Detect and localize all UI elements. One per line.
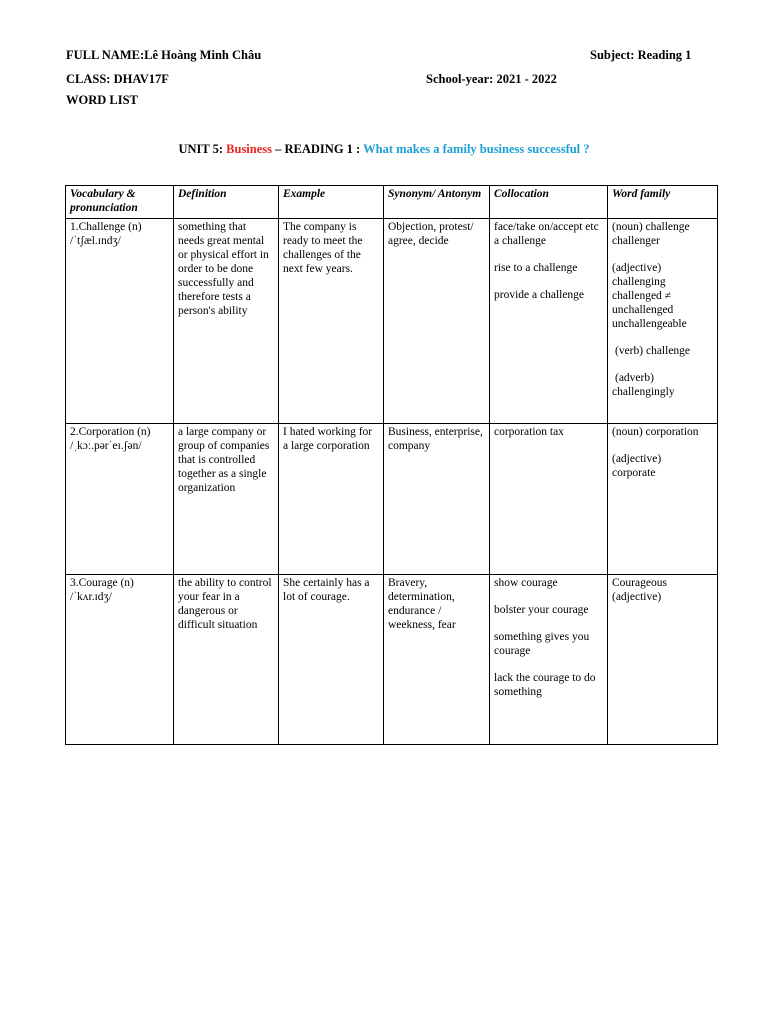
definition-cell: something that needs great mental or physical effort in order to be done successfully and therefore tests a person's ability: [174, 219, 279, 424]
vocab-cell: [66, 575, 174, 745]
vocab-cell: [66, 424, 174, 575]
word-family-item: Courageous: [612, 577, 667, 589]
collocation-item: corporation tax: [494, 426, 564, 438]
collocation-item: bolster your courage: [494, 604, 589, 616]
synonym-cell: Objection, protest/ agree, decide: [384, 219, 490, 424]
word-family-item: challenged ≠: [612, 290, 671, 302]
synonym-cell: Business, enterprise, company: [384, 424, 490, 575]
word-family-cell: [608, 424, 718, 575]
collocation-cell: [490, 575, 608, 745]
collocation-item: show courage: [494, 577, 558, 589]
vocab-ipa: /ˈkʌr.ɪdʒ/: [70, 591, 112, 603]
vocab-word: 3.Courage (n): [70, 577, 134, 589]
unit-topic: Business: [226, 142, 273, 156]
table-header-row: [66, 186, 718, 219]
subject: Subject: Reading 1: [590, 48, 692, 62]
example-cell: The company is ready to meet the challenges of the next few years.: [279, 219, 384, 424]
collocation-item: lack the courage to do something: [494, 672, 596, 698]
header-vocabulary: Vocabulary & pronunciation: [66, 186, 174, 219]
vocab-word: 2.Corporation (n): [70, 426, 151, 438]
word-family-item: (adjective): [612, 591, 662, 603]
word-family-item: challengingly: [612, 386, 675, 398]
vocab-ipa: /ˌkɔː.pərˈeɪ.ʃən/: [70, 440, 142, 452]
table-row: [66, 424, 718, 575]
unit-question: What makes a family business successful ?: [363, 142, 590, 156]
word-family-item: (noun) corporation: [612, 426, 699, 438]
word-family-item: (adjective): [612, 453, 662, 465]
unit-prefix: UNIT 5:: [178, 142, 227, 156]
collocation-cell: [490, 424, 608, 575]
header-example: Example: [279, 186, 384, 219]
word-family-item: unchallengeable: [612, 318, 687, 330]
table-row: [66, 219, 718, 424]
table-row: [66, 575, 718, 745]
word-family-item: challenger: [612, 235, 660, 247]
definition-cell: a large company or group of companies that is controlled together as a single organization: [174, 424, 279, 575]
word-family-cell: [608, 219, 718, 424]
word-family-cell: [608, 575, 718, 745]
vocab-word: 1.Challenge (n): [70, 221, 142, 233]
collocation-item: provide a challenge: [494, 289, 585, 301]
class-line: CLASS: DHAV17F: [66, 72, 169, 86]
example-cell: I hated working for a large corporation: [279, 424, 384, 575]
word-family-item: (adjective): [612, 262, 662, 274]
unit-separator: – READING 1 :: [272, 142, 364, 156]
word-family-item: corporate: [612, 467, 656, 479]
vocab-ipa: /ˈtʃæl.ɪndʒ/: [70, 235, 121, 247]
definition-cell: the ability to control your fear in a dangerous or difficult situation: [174, 575, 279, 745]
collocation-item: face/take on/accept etc a challenge: [494, 221, 599, 247]
header-synonym: Synonym/ Antonym: [384, 186, 490, 219]
word-list-heading: WORD LIST: [66, 93, 138, 107]
word-family-item: challenging: [612, 276, 666, 288]
word-family-item: (noun) challenge: [612, 221, 690, 233]
synonym-cell: Bravery, determination, endurance / weekness, fear: [384, 575, 490, 745]
vocabulary-table: [65, 185, 718, 745]
word-family-item: (verb) challenge: [615, 345, 691, 357]
header-definition: Definition: [174, 186, 279, 219]
collocation-item: rise to a challenge: [494, 262, 578, 274]
collocation-cell: [490, 219, 608, 424]
header-word-family: Word family: [608, 186, 718, 219]
header-collocation: Collocation: [490, 186, 608, 219]
vocab-cell: [66, 219, 174, 424]
school-year: School-year: 2021 - 2022: [426, 72, 557, 86]
word-family-item: unchallenged: [612, 304, 674, 316]
full-name: FULL NAME:Lê Hoàng Minh Châu: [66, 48, 262, 62]
example-cell: She certainly has a lot of courage.: [279, 575, 384, 745]
word-family-item: (adverb): [615, 372, 654, 384]
unit-title: [0, 142, 768, 157]
collocation-item: something gives you courage: [494, 631, 590, 657]
